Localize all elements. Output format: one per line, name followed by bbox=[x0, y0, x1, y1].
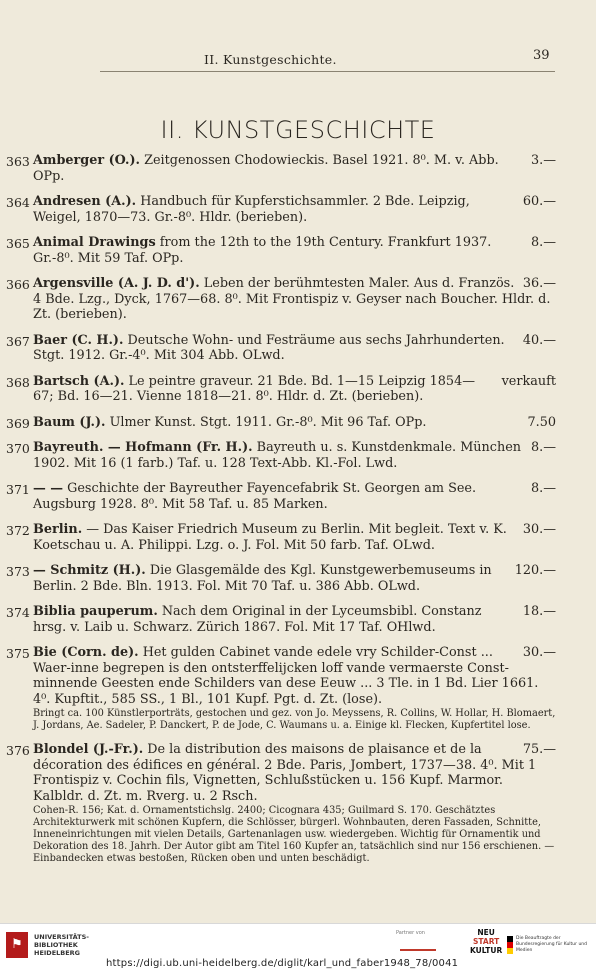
entry-price: verkauft bbox=[501, 373, 556, 389]
partner-logo-icon bbox=[400, 939, 436, 951]
catalog-entry bbox=[0, 153, 596, 184]
catalog-entry bbox=[0, 415, 596, 431]
entry-text: De la distribution des maisons de plaisance et de la décoration des édifices en général. 2 Bde. Paris, Jombert, 1737—38. 4⁰. Mit 1 Frontispiz v. Cochin fils, Vignetten, Schlußstücken u. 156 Kupf. Marmor. Kalbldr. d. Zt. m. Rverg. u. 2 Rsch. bbox=[33, 742, 537, 804]
catalog-entry bbox=[0, 333, 596, 364]
entry-author: Bartsch (A.). bbox=[33, 373, 125, 389]
catalog-entry bbox=[0, 440, 596, 471]
catalog-entry bbox=[0, 235, 596, 266]
entry-price: 75.— bbox=[522, 742, 556, 757]
catalog-entry bbox=[0, 604, 596, 635]
running-head-title: II. Kunstgeschichte. bbox=[204, 52, 337, 67]
entry-author: — — bbox=[33, 481, 64, 496]
entry-price: 30.— bbox=[522, 645, 556, 660]
catalog-entry bbox=[0, 276, 596, 323]
entry-price: 30.— bbox=[522, 522, 556, 537]
entry-text: from the 12th to the 19th Century. Frankfurt 1937. Gr.-8⁰. Mit 59 Taf. OPp. bbox=[33, 235, 492, 266]
entry-price: 18.— bbox=[522, 604, 556, 619]
viewer-footer bbox=[0, 923, 596, 972]
entry-number: 372 bbox=[6, 523, 30, 538]
entry-price: 8.— bbox=[530, 235, 556, 250]
entry-price: 120.— bbox=[514, 563, 556, 578]
entry-author: Bie (Corn. de). bbox=[33, 645, 139, 660]
entry-list bbox=[0, 153, 596, 875]
entry-price: 36.— bbox=[522, 276, 556, 291]
entry-number: 370 bbox=[6, 441, 30, 456]
entry-number: 368 bbox=[6, 374, 30, 390]
library-name: UNIVERSITÄTS- BIBLIOTHEK HEIDELBERG bbox=[34, 933, 89, 957]
entry-number: 364 bbox=[6, 195, 30, 210]
entry-author: Berlin. bbox=[33, 522, 83, 537]
entry-text: Geschichte der Bayreuther Fayencefabrik St. Georgen am See. Augsburg 1928. 8⁰. Mit 58 Taf. u. 85 Marken. bbox=[33, 481, 477, 512]
entry-number: 375 bbox=[6, 646, 30, 661]
catalog-entry bbox=[0, 563, 596, 594]
entry-note: Cohen-R. 156; Kat. d. Ornamentstichslg. 2400; Cicognara 435; Guilmard S. 170. Geschätztes Architekturwerk mit schönen Kupfern, die Schlösser, bürgerl. Wohnbauten, deren Fassaden, Schnitte, Inneneinrichtungen mit vielen Details, Gartenanlagen usw. wiedergeben. Wichtig für Ornamentik und Dekoration des 18. Jahrh. Der Autor gibt am Titel 160 Kupfer an, tatsächlich sind nur 156 erschienen. — Einbandecken etwas bestoßen, Rücken oben und unten beschädigt. bbox=[33, 805, 555, 864]
entry-text: Deutsche Wohn- und Festräume aus sechs Jahrhunderten. Stgt. 1912. Gr.-4⁰. Mit 304 Abb. OLwd. bbox=[33, 332, 505, 363]
catalog-entry bbox=[0, 645, 596, 732]
neustart-kultur-logo[interactable]: NEU START KULTUR bbox=[470, 928, 503, 955]
entry-price: 60.— bbox=[522, 194, 556, 209]
catalog-entry bbox=[0, 522, 596, 553]
entry-text: — Das Kaiser Friedrich Museum zu Berlin. Mit begleit. Text v. K. Koetschau u. A. Philippi. Lzg. o. J. Fol. Mit 50 farb. Taf. OLwd. bbox=[33, 522, 507, 553]
entry-text: Het gulden Cabinet vande edele vry Schilder-Const ... Waer-inne begrepen is den ontsterffelijcken loff vande vermaerste Const-minnende Geesten ende Schilders van dese Eeuw ... 3 Tle. in 1 Bd. Lier 1661. 4⁰. Kupftit., 585 SS., 1 Bl., 101 Kupf. Pgt. d. Zt. (lose). bbox=[33, 645, 539, 707]
entry-author: Baer (C. H.). bbox=[33, 332, 124, 348]
entry-text: Ulmer Kunst. Stgt. 1911. Gr.-8⁰. Mit 96 Taf. OPp. bbox=[109, 414, 427, 430]
page-number: 39 bbox=[533, 48, 550, 63]
section-title: II. KUNSTGESCHICHTE bbox=[160, 116, 436, 144]
entry-number: 365 bbox=[6, 236, 30, 251]
entry-number: 374 bbox=[6, 605, 30, 620]
entry-number: 363 bbox=[6, 154, 30, 169]
entry-author: Biblia pauperum. bbox=[33, 604, 158, 619]
header-rule bbox=[100, 71, 555, 72]
entry-text: Leben der berühmtesten Maler. Aus d. Französ. 4 Bde. Lzg., Dyck, 1767—68. 8⁰. Mit Frontispiz v. Geyser nach Boucher. Hldr. d. Zt. (berieben). bbox=[33, 276, 551, 322]
entry-number: 371 bbox=[6, 482, 30, 497]
university-library-logo[interactable]: ⚑ bbox=[6, 932, 28, 958]
entry-number: 376 bbox=[6, 743, 30, 758]
german-flag-icon bbox=[507, 936, 513, 954]
entry-author: Argensville (A. J. D. d'). bbox=[33, 276, 200, 291]
catalog-entry bbox=[0, 481, 596, 512]
entry-text: Bayreuth u. s. Kunstdenkmale. München 1902. Mit 16 (1 farb.) Taf. u. 128 Text-Abb. Kl.-Fol. Lwd. bbox=[33, 440, 522, 471]
entry-text: Le peintre graveur. 21 Bde. Bd. 1—15 Leipzig 1854—67; Bd. 16—21. Vienne 1818—21. 8⁰. Hldr. d. Zt. (berieben). bbox=[33, 373, 476, 404]
entry-price: 8.— bbox=[530, 481, 556, 496]
entry-text: Zeitgenossen Chodowieckis. Basel 1921. 8⁰. M. v. Abb. OPp. bbox=[33, 153, 499, 184]
entry-author: Andresen (A.). bbox=[33, 194, 137, 209]
entry-author: Animal Drawings bbox=[33, 235, 156, 250]
entry-price: 40.— bbox=[522, 332, 556, 348]
entry-author: Bayreuth. — Hofmann (Fr. H.). bbox=[33, 440, 253, 455]
entry-price: 3.— bbox=[530, 153, 556, 168]
entry-author: Baum (J.). bbox=[33, 414, 106, 430]
entry-number: 369 bbox=[6, 415, 30, 431]
entry-number: 367 bbox=[6, 333, 30, 349]
entry-author: — Schmitz (H.). bbox=[33, 563, 146, 578]
catalog-entry bbox=[0, 374, 596, 405]
catalog-entry bbox=[0, 742, 596, 865]
entry-price: 7.50 bbox=[527, 414, 556, 430]
entry-author: Blondel (J.-Fr.). bbox=[33, 742, 144, 757]
entry-number: 373 bbox=[6, 564, 30, 579]
entry-note: Bringt ca. 100 Künstlerporträts, gestochen und gez. von Jo. Meyssens, R. Collins, W. Hollar, H. Blomaert, J. Jordans, Ae. Sadeler, P. Danckert, P. de Jode, C. Waumans u. a. Einige kl. Flecken, Kupfertitel lose. bbox=[33, 708, 556, 731]
entry-text: Die Glasgemälde des Kgl. Kunstgewerbemuseums in Berlin. 2 Bde. Bln. 1913. Fol. Mit 70 Taf. u. 386 Abb. OLwd. bbox=[33, 563, 492, 594]
entry-author: Amberger (O.). bbox=[33, 153, 141, 168]
catalog-entry bbox=[0, 194, 596, 225]
federal-commissioner-text: Die Beauftragte der Bundesregierung für Kultur und Medien bbox=[516, 936, 588, 953]
entry-price: 8.— bbox=[530, 440, 556, 455]
page-url-link[interactable]: https://digi.ub.uni-heidelberg.de/diglit/karl_und_faber1948_78/0041 bbox=[106, 958, 459, 969]
entry-number: 366 bbox=[6, 277, 30, 292]
entry-text: Handbuch für Kupferstichsammler. 2 Bde. Leipzig, Weigel, 1870—73. Gr.-8⁰. Hldr. (berieben). bbox=[33, 194, 470, 225]
partner-label: Partner von bbox=[396, 930, 425, 936]
entry-text: Nach dem Original in der Lyceumsbibl. Constanz hrsg. v. Laib u. Schwarz. Zürich 1867. Fol. Mit 17 Taf. OHlwd. bbox=[33, 604, 482, 635]
